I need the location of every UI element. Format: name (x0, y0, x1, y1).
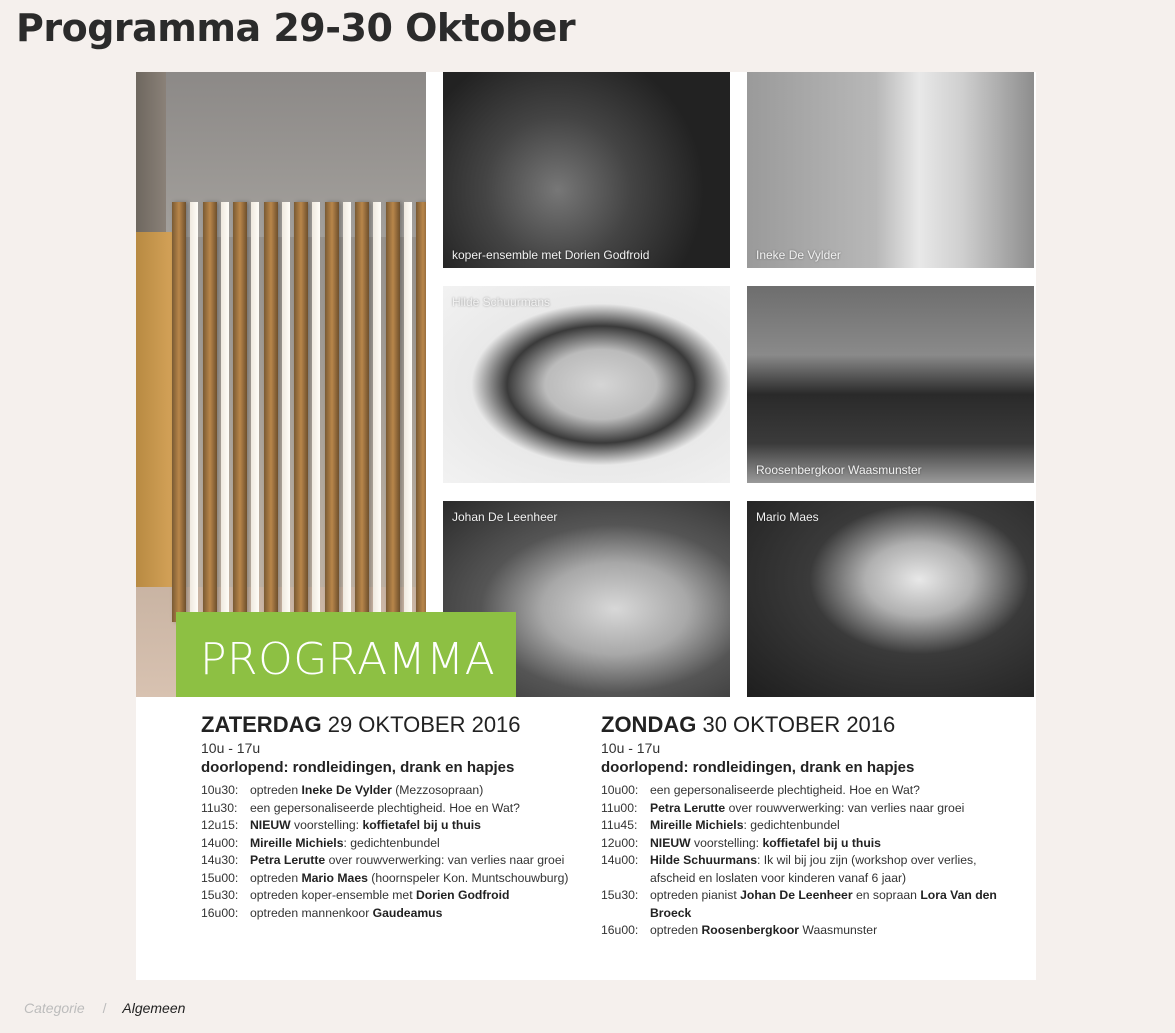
schedule-item (601, 817, 1021, 835)
schedule-item (601, 782, 1021, 800)
schedule-description (250, 817, 581, 835)
schedule-text: optreden koper-ensemble met (250, 888, 416, 902)
schedule-highlight: Dorien Godfroid (415, 888, 510, 902)
program-poster (136, 72, 1036, 980)
schedule-text: over rouwverwerking: van verlies naar groei (725, 800, 965, 815)
schedule-time: 11u45: (601, 818, 638, 832)
schedule-item (601, 922, 1021, 940)
schedule-text: optreden mannenkoor (250, 905, 373, 920)
day-hours: 10u - 17u (201, 740, 261, 756)
schedule-highlight: Mario Maes (301, 870, 368, 885)
schedule-time: 10u30: (201, 783, 239, 797)
photo-roosenbergkoor (747, 286, 1034, 483)
schedule-time: 16u00: (201, 905, 239, 920)
schedule-highlight: Hilde Schuurmans (650, 853, 758, 867)
schedule-list (201, 782, 581, 922)
day-date: 30 OKTOBER 2016 (702, 712, 896, 737)
schedule-time: 12u00: (601, 835, 639, 850)
schedule-highlight: koffietafel bij u thuis (362, 818, 481, 832)
schedule-description (250, 800, 581, 818)
schedule-item (601, 887, 1021, 922)
schedule-text: : gedichtenbundel (343, 835, 440, 850)
schedule-highlight: Petra Lerutte (250, 853, 326, 867)
schedule-item (201, 835, 581, 853)
schedule-time: 11u30: (201, 800, 238, 815)
schedule-description (650, 782, 1021, 800)
banner-text: PROGRAMMA (200, 634, 496, 685)
schedule-highlight: Mireille Michiels (650, 818, 744, 832)
category-label: Categorie (24, 1000, 85, 1016)
photo-caption: Mario Maes (756, 510, 819, 524)
schedule-description (650, 922, 1021, 940)
schedule-highlight: Johan De Leenheer (740, 888, 853, 902)
programma-banner (176, 612, 516, 697)
day-date: 29 OKTOBER 2016 (327, 712, 521, 737)
schedule-time: 15u30: (201, 888, 239, 902)
photo-caption: Roosenbergkoor Waasmunster (756, 463, 922, 477)
schedule-text: voorstelling: (290, 818, 363, 832)
schedule-time: 15u00: (201, 870, 239, 885)
sunday-schedule (601, 712, 1021, 940)
schedule-description (250, 835, 581, 853)
schedule-text: over rouwverwerking: van verlies naar groei (325, 853, 565, 867)
schedule-highlight: Mireille Michiels (250, 835, 344, 850)
post-meta (24, 1000, 185, 1016)
schedule-time: 11u00: (601, 800, 638, 815)
schedule-description (650, 817, 1021, 835)
photo-caption: Ineke De Vylder (756, 248, 841, 262)
schedule-highlight: Roosenbergkoor (701, 923, 800, 937)
schedule-item (601, 835, 1021, 853)
schedule-description (250, 887, 581, 905)
schedule-text: optreden pianist (650, 888, 741, 902)
schedule-highlight: Lora Van den Broeck (650, 888, 997, 920)
schedule-text: (Mezzosopraan) (391, 783, 484, 797)
schedule-time: 14u30: (201, 853, 239, 867)
day-name: ZATERDAG (201, 712, 322, 737)
schedule-highlight: koffietafel bij u thuis (762, 835, 881, 850)
schedule-item (201, 852, 581, 870)
schedule-text: (hoornspeler Kon. Muntschouwburg) (367, 870, 569, 885)
schedule-item (201, 905, 581, 923)
schedule-time: 12u15: (201, 818, 239, 832)
page-title: Programma 29-30 Oktober (16, 6, 576, 50)
schedule-highlight: Ineke De Vylder (301, 783, 392, 797)
photo-hilde-schuurmans (443, 286, 730, 483)
category-separator: / (102, 1000, 107, 1016)
schedule-text: : Ik wil bij jou zijn (workshop over verlies, afscheid en loslaten voor kinderen vanaf 6 jaar) (650, 853, 977, 885)
schedule-item (201, 870, 581, 888)
schedule-text: voorstelling: (690, 835, 763, 850)
day-heading (601, 712, 1021, 738)
schedule-text: optreden (250, 783, 302, 797)
schedule-description (650, 852, 1021, 887)
schedule-description (650, 887, 1021, 922)
schedule-text: optreden (250, 870, 302, 885)
schedule-highlight: NIEUW (650, 835, 691, 850)
schedule-text: en sopraan (852, 888, 921, 902)
schedule-description (250, 870, 581, 888)
schedule-time: 15u30: (601, 888, 639, 902)
schedule-highlight: Petra Lerutte (650, 800, 726, 815)
schedule-description (250, 782, 581, 800)
category-link[interactable]: Algemeen (122, 1000, 186, 1016)
photo-mario-maes (747, 501, 1034, 697)
schedule-time: 16u00: (601, 923, 639, 937)
hallway-photo (136, 72, 426, 697)
schedule-text: een gepersonaliseerde plechtigheid. Hoe en Wat? (250, 800, 520, 815)
day-hours: 10u - 17u (601, 740, 661, 756)
photo-caption: Hilde Schuurmans (452, 295, 551, 309)
schedule-text: een gepersonaliseerde plechtigheid. Hoe en Wat? (650, 783, 920, 797)
schedule-text: optreden (650, 923, 702, 937)
photo-koper-ensemble (443, 72, 730, 268)
schedule-time: 14u00: (201, 835, 239, 850)
schedule-time: 10u00: (601, 783, 639, 797)
schedule-highlight: NIEUW (250, 818, 291, 832)
day-ongoing: doorlopend: rondleidingen, drank en hapjes (201, 759, 515, 776)
photo-caption: koper-ensemble met Dorien Godfroid (452, 248, 650, 262)
day-ongoing: doorlopend: rondleidingen, drank en hapjes (601, 759, 915, 776)
schedule-item (201, 782, 581, 800)
photo-ineke-de-vylder (747, 72, 1034, 268)
schedule-text: : gedichtenbundel (743, 818, 840, 832)
saturday-schedule (201, 712, 581, 922)
schedule-item (601, 852, 1021, 887)
schedule-description (250, 905, 581, 923)
schedule-item (201, 817, 581, 835)
day-heading (201, 712, 581, 738)
schedule-description (650, 835, 1021, 853)
schedule-time: 14u00: (601, 853, 639, 867)
schedule-description (650, 800, 1021, 818)
schedule-item (601, 800, 1021, 818)
day-name: ZONDAG (601, 712, 697, 737)
schedule-item (201, 800, 581, 818)
schedule-text: Waasmunster (799, 923, 878, 937)
photo-caption: Johan De Leenheer (452, 510, 558, 524)
schedule-item (201, 887, 581, 905)
schedule-highlight: Gaudeamus (372, 905, 443, 920)
schedule-list (601, 782, 1021, 940)
schedule-description (250, 852, 581, 870)
